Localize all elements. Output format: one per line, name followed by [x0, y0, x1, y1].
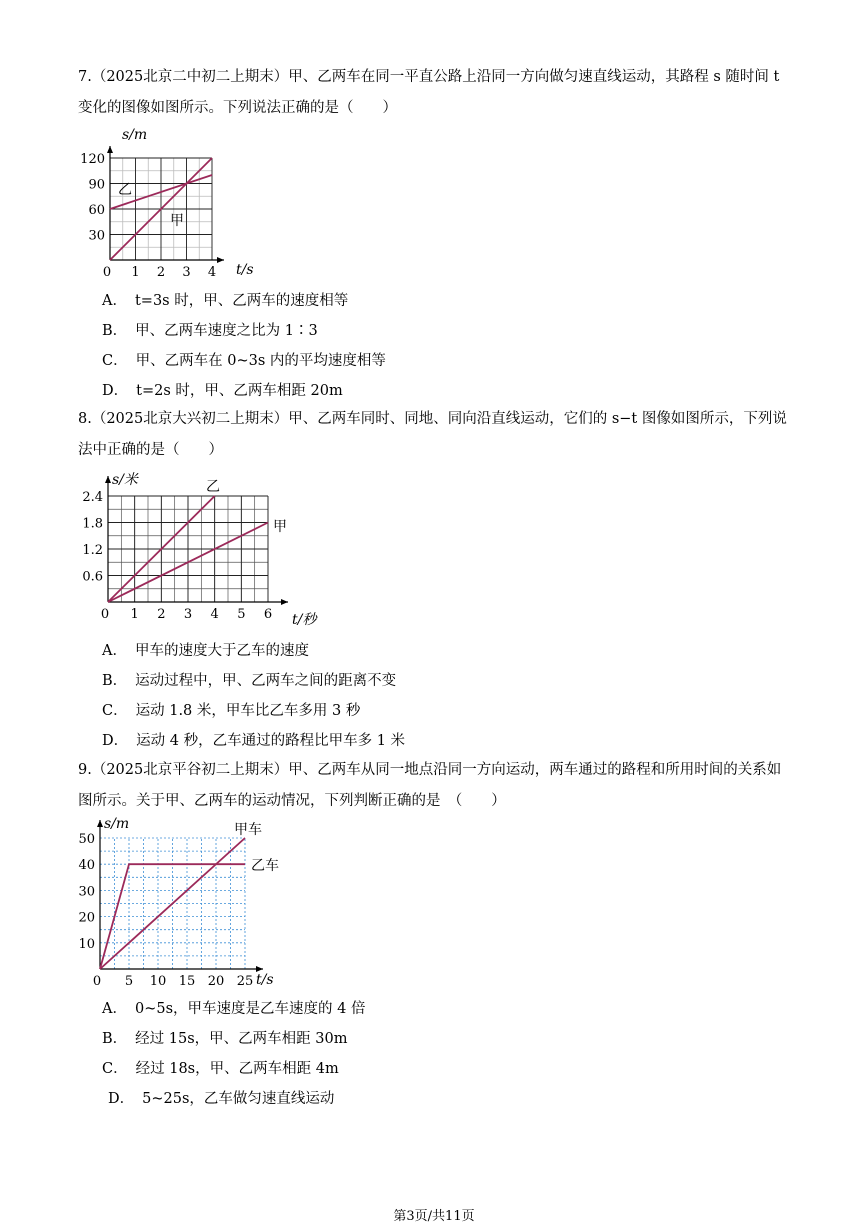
y-axis-label: s/m: [104, 816, 130, 832]
x-tick-label: 3: [182, 265, 191, 280]
question-9-option-b[interactable]: B． 经过 15s，甲、乙两车相距 30m: [102, 1031, 348, 1047]
question-7-option-b[interactable]: B． 甲、乙两车速度之比为 1∶3: [102, 323, 318, 339]
question-9-stem: 9.（2025北京平谷初二上期末）甲、乙两车从同一地点沿同一方向运动，两车通过的路程和所用时间的关系如图所示。关于甲、乙两车的运动情况，下列判断正确的是 （ ）: [78, 762, 782, 809]
x-tick-label: 6: [263, 607, 273, 622]
y-tick-label: 20: [78, 910, 95, 926]
y-tick-label: 60: [88, 203, 105, 218]
origin-label: 0: [92, 974, 102, 989]
y-tick-label: 50: [78, 832, 95, 847]
x-tick-label: 4: [207, 265, 217, 280]
y-axis-arrowhead: [107, 146, 113, 153]
x-axis-label: t/秒: [292, 612, 317, 628]
origin-label: 0: [102, 265, 112, 280]
question-9-option-a[interactable]: A． 0~5s，甲车速度是乙车速度的 4 倍: [102, 1001, 366, 1017]
question-9-option-d[interactable]: D． 5~25s，乙车做匀速直线运动: [108, 1091, 335, 1107]
origin-label: 0: [100, 607, 110, 622]
y-axis-label: s/m: [122, 127, 148, 143]
question-8-option-d[interactable]: D． 运动 4 秒，乙车通过的路程比甲车多 1 米: [102, 733, 406, 749]
y-tick-label: 40: [78, 858, 95, 874]
question-8-stem: 8.（2025北京大兴初二上期末）甲、乙两车同时、同地、同向沿直线运动，它们的 s−t 图像如图所示，下列说法中正确的是（ ）: [78, 411, 787, 458]
series-label-甲车: 甲车: [234, 822, 262, 838]
question-9-option-c[interactable]: C． 经过 18s，甲、乙两车相距 4m: [102, 1061, 339, 1077]
x-axis-label: t/s: [256, 972, 274, 988]
x-tick-label: 1: [130, 607, 139, 622]
question-7-option-a[interactable]: A． t=3s 时，甲、乙两车的速度相等: [102, 293, 349, 309]
y-tick-label: 2.4: [82, 490, 103, 505]
chart-q8-plot: [82, 472, 319, 628]
y-tick-label: 10: [78, 936, 95, 952]
series-label-乙: 乙: [206, 479, 220, 495]
x-tick-label: 25: [236, 974, 254, 989]
y-tick-label: 1.2: [82, 543, 103, 558]
series-label-甲: 甲: [170, 213, 184, 229]
y-axis-label: s/米: [112, 472, 138, 488]
y-tick-label: 30: [78, 884, 95, 900]
x-tick-label: 2: [157, 607, 166, 622]
x-tick-label: 2: [156, 265, 166, 280]
x-tick-label: 10: [149, 974, 167, 989]
y-tick-label: 120: [80, 152, 105, 167]
chart-q7: [70, 125, 290, 285]
chart-q9: [70, 812, 300, 992]
x-tick-label: 1: [131, 265, 140, 280]
y-tick-label: 30: [88, 228, 105, 244]
page-footer: 第3页/共11页: [393, 1209, 475, 1224]
series-label-甲: 甲: [273, 519, 287, 535]
question-8-option-a[interactable]: A． 甲车的速度大于乙车的速度: [102, 643, 309, 659]
x-axis-arrowhead: [217, 257, 224, 263]
chart-q7-plot: [80, 127, 253, 280]
x-tick-label: 4: [210, 607, 219, 622]
question-7-option-d[interactable]: D． t=2s 时，甲、乙两车相距 20m: [102, 383, 343, 399]
question-7-option-c[interactable]: C． 甲、乙两车在 0~3s 内的平均速度相等: [102, 353, 386, 369]
y-axis-arrowhead: [97, 820, 103, 827]
question-7-stem: 7.（2025北京二中初二上期末）甲、乙两车在同一平直公路上沿同一方向做匀速直线运动，其路程 s 随时间 t 变化的图像如图所示。下列说法正确的是（ ）: [78, 69, 780, 116]
series-label-乙: 乙: [118, 182, 132, 198]
x-tick-label: 3: [183, 607, 193, 622]
x-tick-label: 15: [178, 974, 196, 989]
chart-q9-plot: [78, 816, 279, 989]
y-tick-label: 1.8: [82, 516, 103, 532]
x-tick-label: 5: [124, 974, 134, 989]
question-8-option-b[interactable]: B． 运动过程中，甲、乙两车之间的距离不变: [102, 673, 397, 689]
chart-q8: [70, 462, 330, 632]
question-8-option-c[interactable]: C． 运动 1.8 米，甲车比乙车多用 3 秒: [102, 703, 361, 719]
x-tick-label: 5: [237, 607, 246, 622]
y-tick-label: 0.6: [82, 569, 103, 585]
y-axis-arrowhead: [105, 476, 111, 483]
x-tick-label: 20: [207, 974, 225, 989]
x-axis-arrowhead: [281, 599, 288, 605]
y-tick-label: 90: [88, 177, 105, 193]
series-label-乙车: 乙车: [251, 858, 279, 874]
x-axis-label: t/s: [236, 262, 254, 278]
